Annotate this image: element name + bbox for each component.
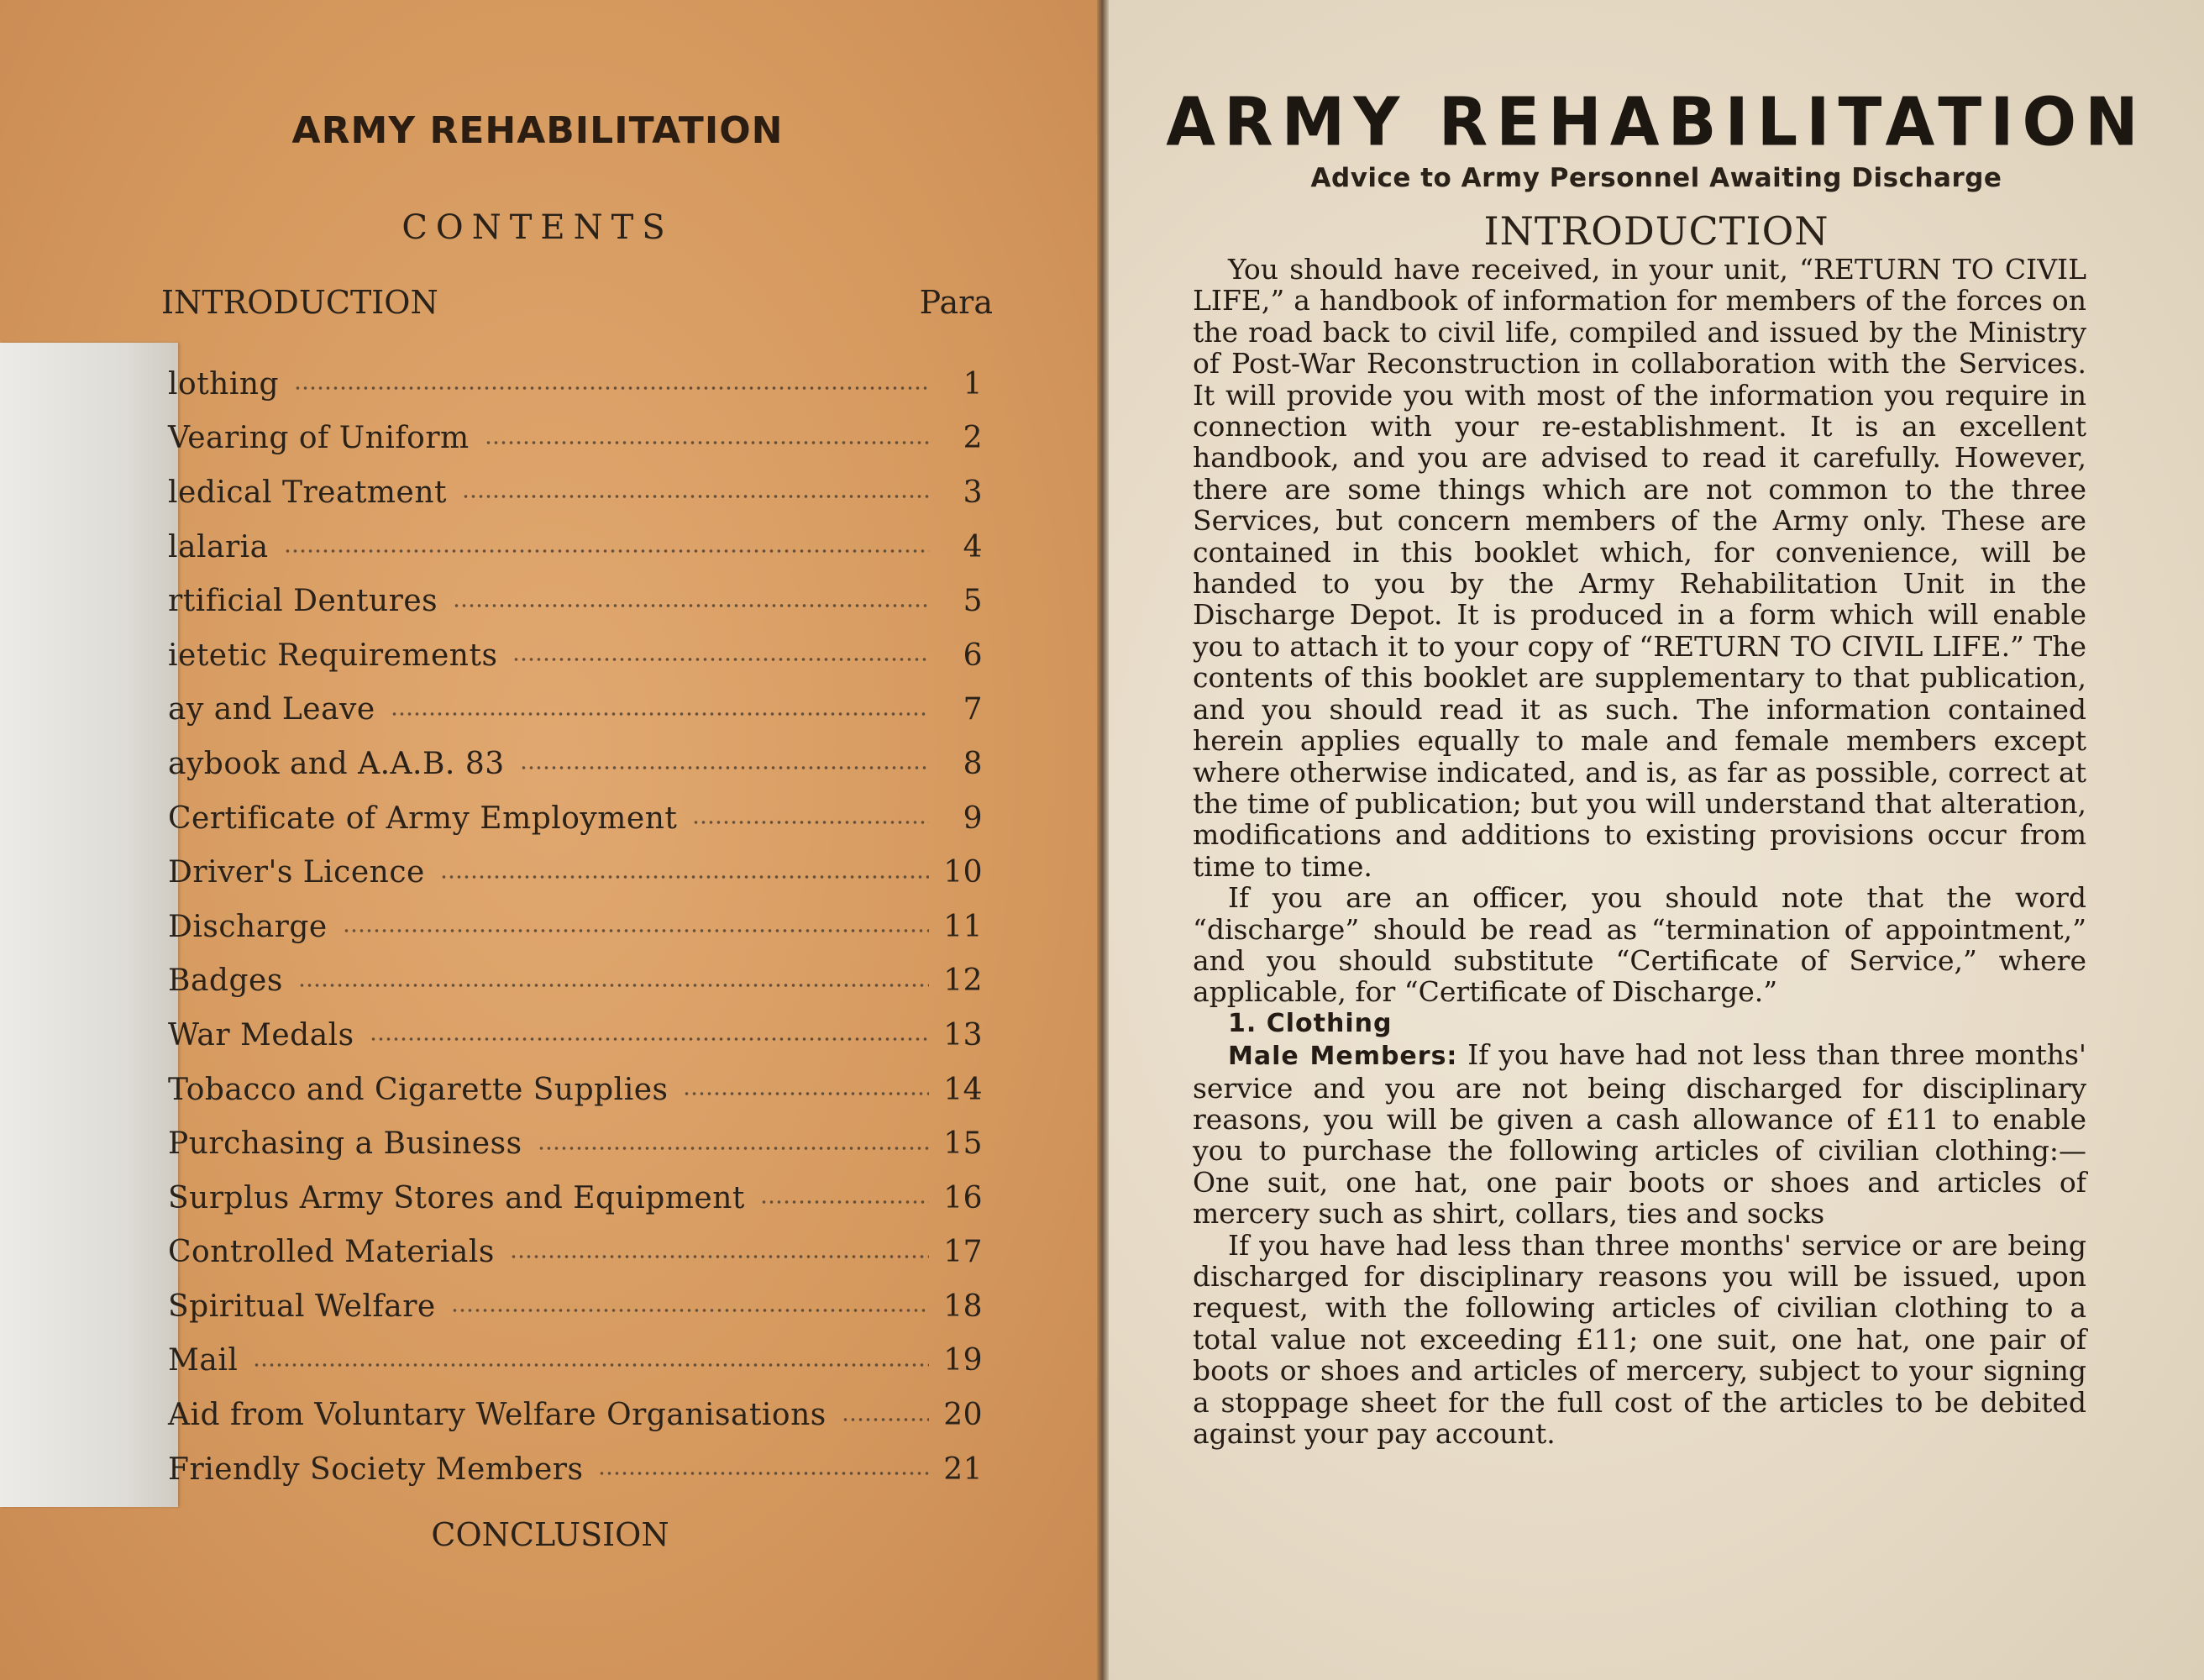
conclusion-label: CONCLUSION — [431, 1516, 669, 1553]
intro-paragraph-2: If you are an officer, you should note that the word “discharge” should be read as “termination of appointment,” and you should substitute “Certificate of Service,” where applicable, for “Certificate of Discharge.” — [1193, 881, 2086, 1009]
toc-para: 6 — [963, 638, 983, 673]
clothing-paragraph-2: If you have had less than three months' service or are being discharged for disciplinary reasons you will be issued, upon request, with the following articles of civilian clothing to a total value not exceeding £11; one suit, one hat, one pair of boots or shoes and articles of mercery, subject to your signing a stoppage sheet for the full cost of the articles to be debited against your pay account. — [1193, 1228, 2086, 1451]
toc-para: 21 — [943, 1452, 983, 1487]
toc-para: 20 — [943, 1398, 983, 1433]
leader-dots — [370, 1029, 929, 1041]
toc-item — [168, 737, 983, 791]
toc-para: 1 — [963, 366, 983, 402]
toc-item — [168, 791, 983, 846]
toc-label: Discharge — [168, 909, 328, 944]
toc-label: Surplus Army Stores and Equipment — [168, 1180, 745, 1215]
toc-item — [168, 574, 983, 628]
leader-dots — [440, 867, 929, 879]
toc-item — [168, 1063, 983, 1117]
intro-paragraph-1: You should have received, in your unit, “RETURN TO CIVIL LIFE,” a handbook of information for members of the forces on the road back to civil life, compiled and issued by the Ministry of Post-War Reconstruction in collaboration with the Services. It will provide you with most of the information you require in connection with your re-establishment. It is an excellent handbook, and you are advised to read it carefully. However, there are some things which are not common to the three Services, but concern members of the Army only. These are contained in this booklet which, for convenience, will be handed to you by the Army Rehabilitation Unit in the Discharge Depot. It is produced in a form which will enable you to attach it to your copy of “RETURN TO CIVIL LIFE.” The contents of this booklet are supplementary to that publication, and you should read it as such. The information contained herein applies equally to male and female members except where otherwise indicated, and is, as far as possible, correct at the time of publication; but you will understand that alteration, modifications and additions to existing provisions occur from time to time. — [1193, 253, 2086, 883]
toc-para: 2 — [963, 421, 983, 456]
toc-para: 17 — [943, 1235, 983, 1270]
toc-item — [168, 1171, 983, 1226]
leader-dots — [253, 1355, 929, 1367]
toc-item — [168, 954, 983, 1009]
toc-label: Aid from Voluntary Welfare Organisations — [168, 1398, 826, 1433]
toc-label: Controlled Materials — [168, 1235, 495, 1270]
toc-para: 16 — [943, 1180, 983, 1215]
toc-label: rtificial Dentures — [168, 584, 438, 619]
leader-dots — [510, 1247, 929, 1258]
left-page — [0, 0, 1100, 1680]
toc-label: lalaria — [168, 529, 269, 564]
contents-heading: CONTENTS — [401, 208, 674, 247]
toc-item — [168, 412, 983, 466]
leader-dots — [298, 975, 929, 987]
leader-dots — [453, 596, 929, 607]
toc-para: 19 — [943, 1343, 983, 1378]
toc-para: 13 — [943, 1017, 983, 1053]
toc-item — [168, 1116, 983, 1171]
introduction-heading: INTRODUCTION — [1483, 208, 1829, 254]
leader-dots — [598, 1463, 929, 1475]
toc-para: 10 — [943, 855, 983, 890]
page-subtitle: Advice to Army Personnel Awaiting Discharge — [1310, 163, 2002, 193]
leader-dots — [284, 541, 929, 553]
toc-label: ay and Leave — [168, 692, 375, 727]
contents-page-title: ARMY REHABILITATION — [291, 109, 784, 152]
toc-item — [168, 1008, 983, 1063]
toc-item — [168, 900, 983, 954]
toc-para: 5 — [963, 584, 983, 619]
book-spine — [1097, 0, 1109, 1680]
toc-label: lothing — [168, 366, 280, 402]
leader-dots — [294, 378, 929, 390]
leader-dots — [343, 921, 929, 932]
toc-para: 9 — [963, 801, 983, 836]
toc-label: Friendly Society Members — [168, 1452, 584, 1487]
intro-row — [161, 284, 993, 321]
body-text — [1193, 254, 2086, 1449]
right-page — [1109, 0, 2204, 1680]
toc-para: 15 — [943, 1126, 983, 1162]
toc-para: 18 — [943, 1289, 983, 1324]
toc-item — [168, 1442, 983, 1497]
toc-item — [168, 1334, 983, 1389]
leader-dots — [462, 486, 929, 498]
leader-dots — [760, 1192, 929, 1204]
leader-dots — [391, 704, 929, 716]
leader-dots — [485, 433, 929, 444]
toc-item — [168, 683, 983, 738]
leader-dots — [451, 1300, 929, 1312]
contents-list — [168, 357, 983, 1496]
toc-label: Badges — [168, 963, 283, 999]
toc-para: 14 — [943, 1072, 983, 1107]
leader-dots — [520, 758, 929, 769]
leader-dots — [842, 1410, 929, 1421]
toc-item — [168, 465, 983, 520]
toc-item — [168, 520, 983, 575]
toc-label: ledical Treatment — [168, 475, 448, 510]
toc-item — [168, 1226, 983, 1280]
leader-dots — [512, 649, 929, 661]
toc-para: 8 — [963, 746, 983, 781]
toc-item — [168, 628, 983, 683]
toc-label: Mail — [168, 1343, 239, 1378]
clothing-paragraph-1 — [1193, 1039, 2086, 1229]
clothing-paragraph-1-text: If you have had not less than three months' service and you are not being discharged for disciplinary reasons, you will be given a cash allowance of £11 to enable you to purchase the following articles of civilian clothing:—One suit, one hat, one pair boots or shoes and articles of mercery such as shirt, collars, ties and socks — [1193, 1038, 2086, 1231]
toc-item — [168, 1388, 983, 1442]
toc-label: aybook and A.A.B. 83 — [168, 746, 505, 781]
toc-label: Driver's Licence — [168, 855, 425, 890]
toc-label: Vearing of Uniform — [168, 421, 470, 456]
toc-label: Spiritual Welfare — [168, 1289, 436, 1324]
toc-item — [168, 845, 983, 900]
toc-label: Purchasing a Business — [168, 1126, 522, 1162]
male-members-label: Male Members: — [1228, 1042, 1458, 1072]
toc-para: 3 — [963, 475, 983, 510]
toc-label: War Medals — [168, 1017, 354, 1053]
leader-dots — [692, 812, 929, 824]
para-label: Para — [919, 284, 993, 321]
toc-label: Tobacco and Cigarette Supplies — [168, 1072, 669, 1107]
leader-dots — [683, 1084, 929, 1095]
intro-label: INTRODUCTION — [161, 284, 438, 321]
tape-strip — [0, 343, 178, 1507]
toc-item — [168, 1279, 983, 1334]
page-title: ARMY REHABILITATION — [1166, 81, 2147, 161]
toc-item — [168, 357, 983, 412]
toc-label: ietetic Requirements — [168, 638, 498, 673]
toc-label: Certificate of Army Employment — [168, 801, 678, 836]
toc-para: 7 — [963, 692, 983, 727]
toc-para: 12 — [943, 963, 983, 999]
toc-para: 4 — [963, 529, 983, 564]
leader-dots — [538, 1138, 929, 1150]
toc-para: 11 — [943, 909, 983, 944]
section-heading-clothing: 1. Clothing — [1228, 1008, 1393, 1038]
